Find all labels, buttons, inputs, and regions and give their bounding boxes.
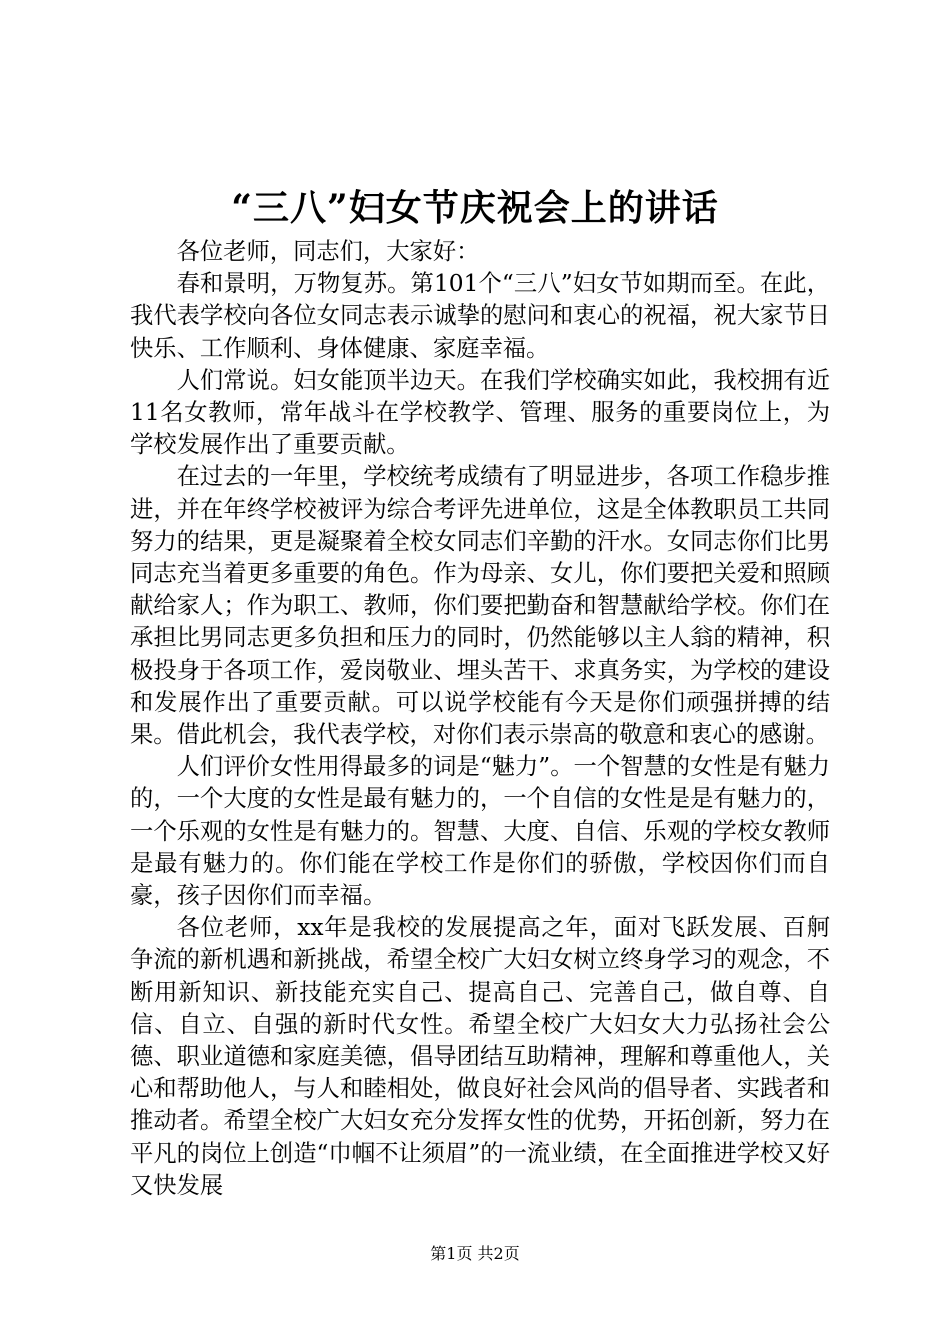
paragraph-greeting: 各位老师，同志们，大家好： bbox=[176, 238, 480, 265]
paragraph-charm: 人们评价女性用得最多的词是“魅力”。一个智慧的女性是有魅力的，一个大度的女性是最有魅力的，一个自信的女性是是有魅力的，一个乐观的女性是有魅力的。智慧、大度、自信、乐观的学校女教师是最有魅力的。你们能在学校工作是你们的骄傲，学校因你们而自豪，孩子因你们而幸福。 bbox=[130, 753, 830, 910]
paragraph-past-year: 在过去的一年里，学校统考成绩有了明显进步，各项工作稳步推进，并在年终学校被评为综合考评先进单位，这是全体教职员工共同努力的结果，更是凝聚着全校女同志们辛勤的汗水。女同志你们比男同志充当着更多重要的角色。作为母亲、女儿，你们要把关爱和照顾献给家人；作为职工、教师，你们要把勤奋和智慧献给学校。你们在承担比男同志更多负担和压力的同时，仍然能够以主人翁的精神，积极投身于各项工作，爱岗敬业、埋头苦干、求真务实，为学校的建设和发展作出了重要贡献。可以说学校能有今天是你们顽强拼搏的结果。借此机会，我代表学校，对你们表示崇高的敬意和衷心的感谢。 bbox=[130, 463, 830, 749]
document-title: “三八”妇女节庆祝会上的讲话 bbox=[231, 187, 719, 229]
page-number-footer: 第1页 共2页 bbox=[430, 1244, 520, 1263]
paragraph-half-sky: 人们常说。妇女能顶半边天。在我们学校确实如此，我校拥有近11名女教师，常年战斗在学校教学、管理、服务的重要岗位上，为学校发展作出了重要贡献。 bbox=[130, 366, 830, 459]
paragraph-opening: 春和景明，万物复苏。第101个“三八”妇女节如期而至。在此，我代表学校向各位女同志表示诚挚的慰问和衷心的祝福，祝大家节日快乐、工作顺利、身体健康、家庭幸福。 bbox=[130, 270, 830, 362]
document-body bbox=[130, 236, 830, 1202]
paragraph-hopes: 各位老师，xx年是我校的发展提高之年，面对飞跃发展、百舸争流的新机遇和新挑战，希望全校广大妇女树立终身学习的观念，不断用新知识、新技能充实自己、提高自己、完善自己，做自尊、自信、自立、自强的新时代女性。希望全校广大妇女大力弘扬社会公德、职业道德和家庭美德，倡导团结互助精神，理解和尊重他人，关心和帮助他人，与人和睦相处，做良好社会风尚的倡导者、实践者和推动者。希望全校广大妇女充分发挥女性的优势，开拓创新，努力在平凡的岗位上创造“巾帼不让须眉”的一流业绩，在全面推进学校又好又快发展 bbox=[130, 914, 830, 1199]
